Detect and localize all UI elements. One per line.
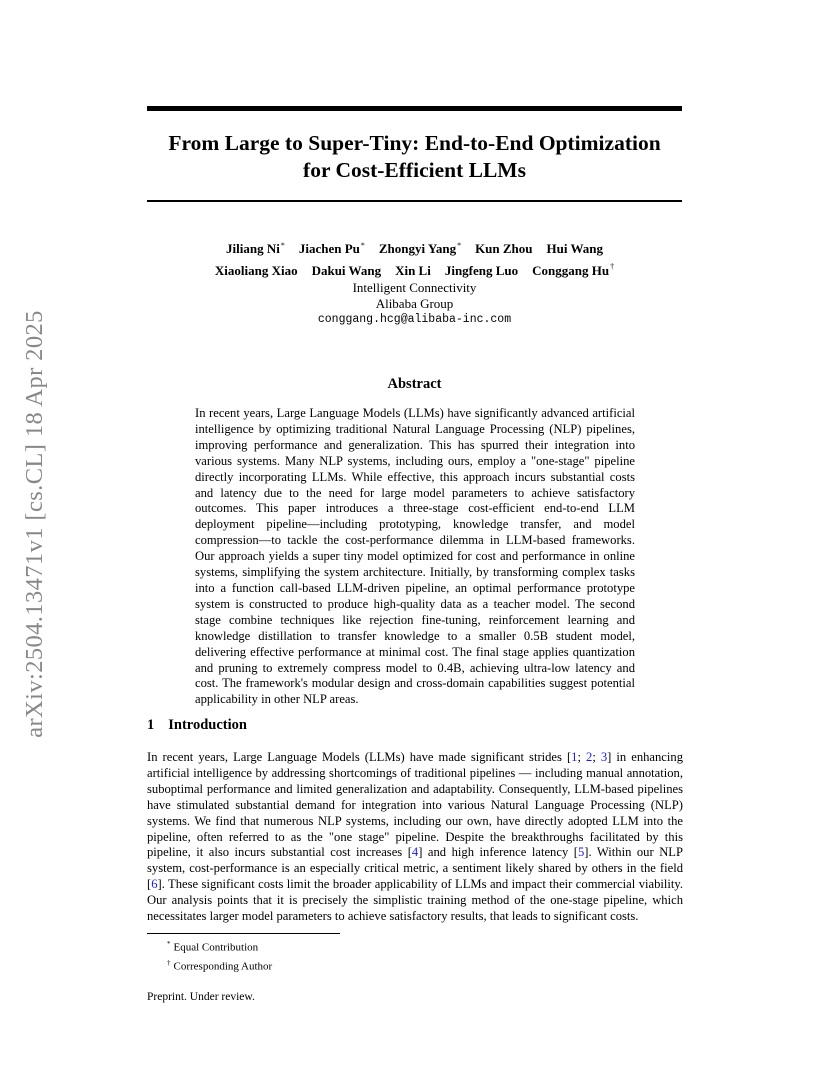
footnote-mark: * [167,940,171,948]
author-name-text: Jiliang Ni [226,241,280,257]
author-name-text: Kun Zhou [475,241,533,257]
author-name-text: Hui Wang [546,241,603,257]
author-name-text: Xin Li [395,262,431,278]
title-line-1: From Large to Super-Tiny: End-to-End Optimization [168,131,661,155]
author-name [215,263,298,278]
author-mark: * [457,241,462,250]
paragraph-text: ] in enhancing artificial intelligence by addressing shortcomings of traditional pipelines — including manual annotation, suboptimal performance and limited generalization and adaptability. Consequently, LLM-based pipelines have stimulated substantial demand for integration into various Natural Language Processing (NLP) systems. We find that numerous NLP systems, including our own, have directly adopted LLM into the pipeline, often referred to as the "one stage" pipeline. Despite the breakthroughs facilitated by this pipeline, it also incurs substantial cost increases [ [147,750,683,860]
title-bottom-rule [147,200,682,202]
citation-link[interactable]: 4 [411,845,419,860]
citation-link[interactable]: 6 [151,877,158,892]
section-heading-introduction [147,716,247,734]
author-name [445,263,518,278]
paragraph-text: ]. These significant costs limit the broader applicability of LLMs and impact their commercial viability. Our analysis points that it is precisely the simplistic training method of the one-stage pipeline, which necessitates larger model parameters to achieve satisfactory results, that leads to significant costs. [147,877,683,924]
paragraph-text: ] and high inference latency [ [418,845,578,860]
footnote-text: Corresponding Author [173,960,273,973]
author-mark: † [610,262,615,272]
paragraph-text: In recent years, Large Language Models (LLMs) have made significant strides [ [147,750,572,764]
author-name [547,241,603,256]
contact-email[interactable]: conggang.hcg@alibaba-inc.com [317,312,512,326]
paper-title [147,130,682,184]
title-line-2: for Cost-Efficient LLMs [303,158,526,182]
footnote-text: Equal Contribution [173,941,259,954]
author-name [379,241,461,256]
footnote-rule [147,933,340,934]
paragraph-text: ]. Within our NLP system, cost-performance is an especially critical metric, a sentiment likely shared by others in the field [ [147,845,683,892]
section-number: 1 [147,717,155,733]
paragraph-text: ; [592,750,601,764]
author-name-text: Zhongyi Yang [378,241,457,257]
author-name-text: Conggang Hu [532,262,610,278]
author-line-1 [147,237,682,258]
abstract-heading: Abstract [387,376,442,392]
citation-link[interactable]: 3 [600,750,608,764]
author-name [395,263,431,278]
author-mark: * [360,241,365,250]
citation-link[interactable]: 1 [571,750,578,764]
affiliation-unit: Intelligent Connectivity [352,279,477,295]
abstract-text: In recent years, Large Language Models (LLMs) have significantly advanced artificial intelligence by optimizing traditional Natural Language Processing (NLP) pipelines, improving performance and generalization. This has spurred their integration into various systems. Many NLP systems, including ours, employ a "one-stage" pipeline directly incorporating LLMs. While effective, this approach incurs substantial costs and latency due to the need for large model parameters to achieve satisfactory outcomes. This paper introduces a three-stage cost-efficient end-to-end LLM deployment pipeline—including prototyping, knowledge transfer, and model compression—to tackle the cost-performance dilemma in LLM-based frameworks. Our approach yields a super tiny model optimized for cost and performance in online systems, simplifying the system architecture. Initially, by transforming complex tasks into a function call-based LLM-driven pipeline, an optimal performance prototype system is constructed to produce high-quality data as a teacher model. The second stage combine techniques like rejection fine-tuning, reinforcement learning and knowledge distillation to transfer knowledge to a smaller 0.5B student model, delivering effective performance at minimal cost. The final stage applies quantization and pruning to extremely compress model to 0.4B, achieving ultra-low latency and cost. The framework's modular design and cross-domain capabilities suggest potential applicability in other NLP areas. [195,406,635,707]
paragraph-text: ; [577,750,587,764]
author-name-text: Jingfeng Luo [444,262,519,278]
footnote [167,956,272,975]
citation-link[interactable]: 5 [577,845,585,860]
affiliation-company: Alibaba Group [375,295,454,311]
section-title: Introduction [168,717,247,733]
arxiv-stamp-text: arXiv:2504.13471v1 [cs.CL] 18 Apr 2025 [21,310,49,738]
author-name [475,241,532,256]
footnote [167,937,272,956]
preprint-note: Preprint. Under review. [147,991,255,1003]
author-name [532,263,614,278]
title-top-rule [147,106,682,111]
author-name [312,263,382,278]
footnotes [167,937,272,975]
author-name [226,241,285,256]
footnote-mark: † [167,959,171,968]
author-name-text: Dakui Wang [311,262,382,278]
arxiv-stamp [16,288,54,760]
author-mark: * [280,241,285,250]
author-block [147,237,682,328]
author-name-text: Xiaoliang Xiao [214,262,298,278]
author-name [299,241,365,256]
author-name-text: Jiachen Pu [298,241,360,257]
introduction-paragraph [147,750,683,925]
citation-link[interactable]: 2 [586,750,593,764]
author-line-2 [147,258,682,279]
